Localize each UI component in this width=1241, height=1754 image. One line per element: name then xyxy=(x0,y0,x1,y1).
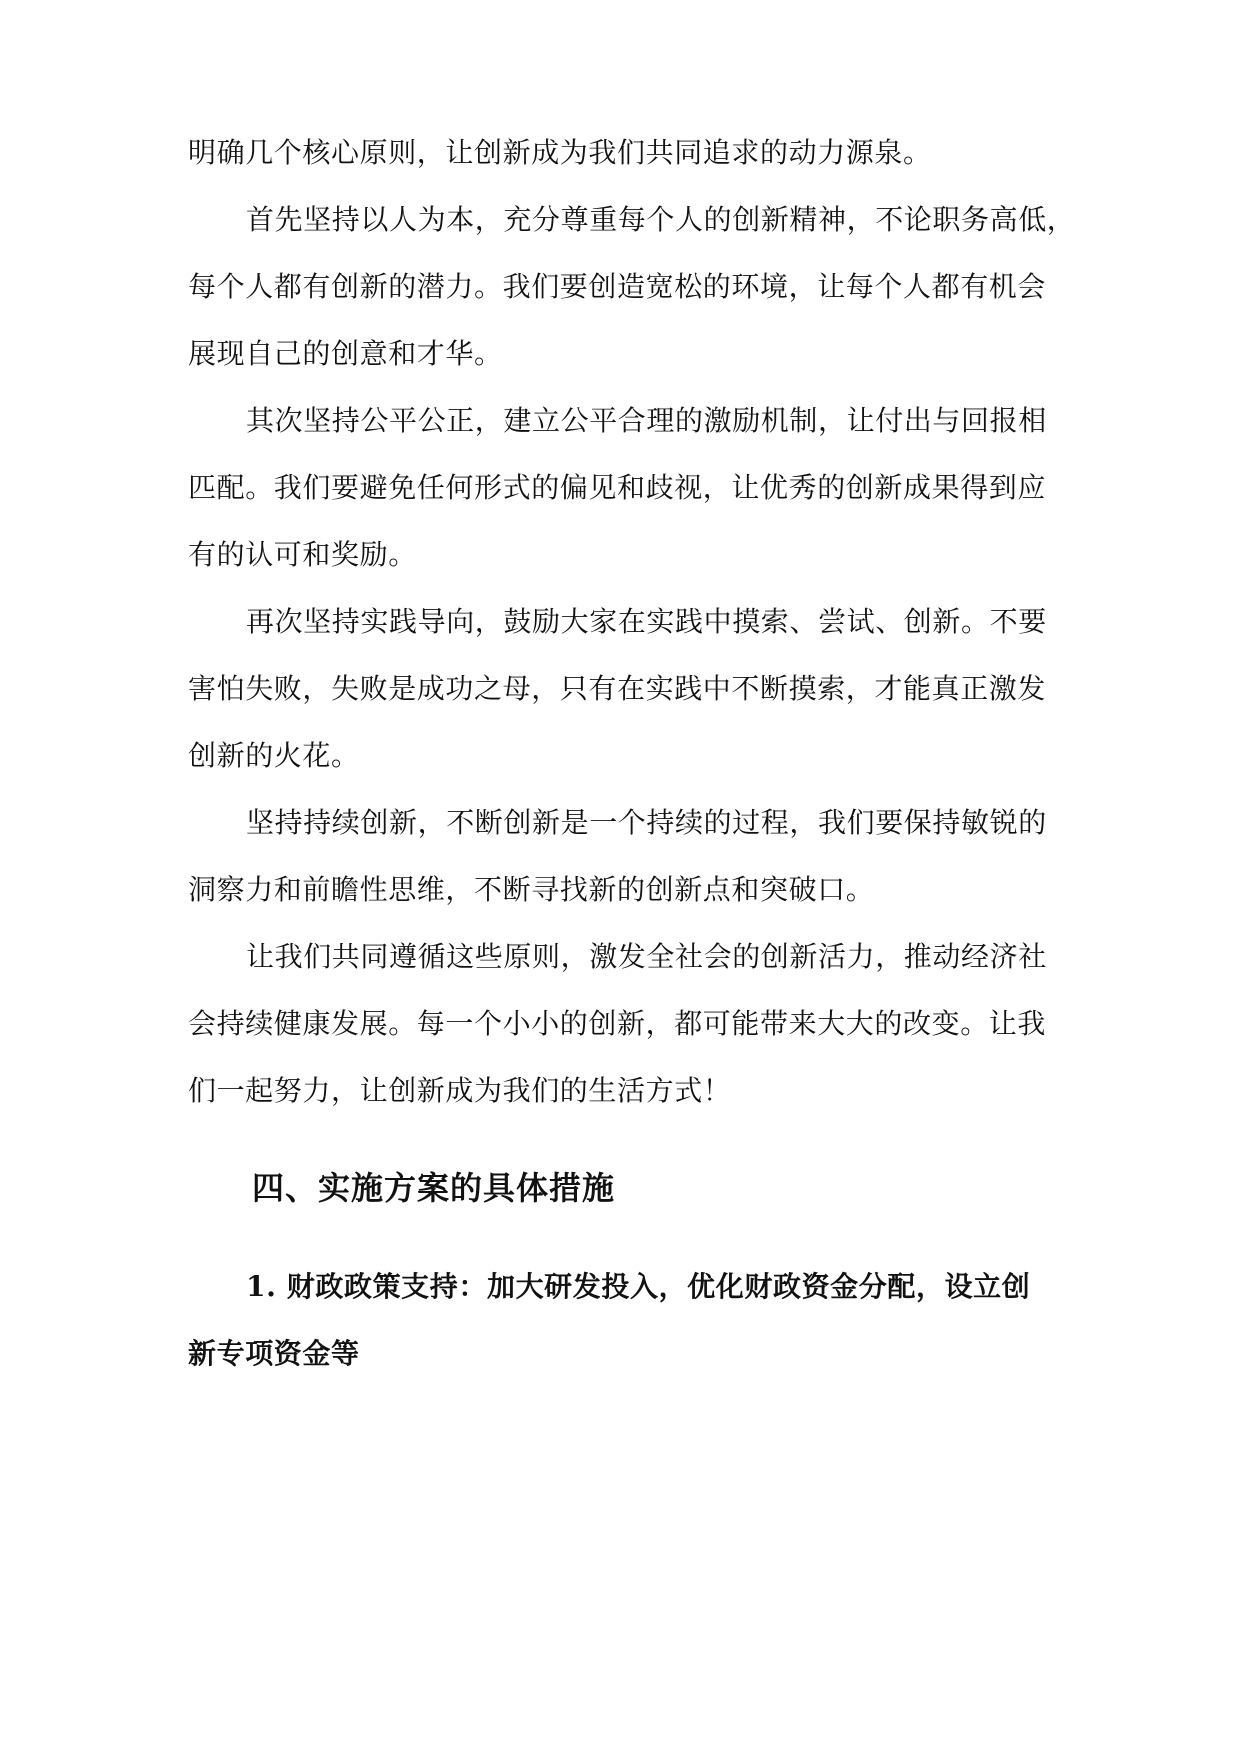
paragraph-2-line-2: 匹配。我们要避免任何形式的偏见和歧视，让优秀的创新成果得到应 xyxy=(188,471,1047,504)
paragraph-3-line-2: 害怕失败，失败是成功之母，只有在实践中不断摸索，才能真正激发 xyxy=(188,672,1047,705)
paragraph-5-line-3: 们一起努力，让创新成为我们的生活方式！ xyxy=(188,1074,732,1107)
paragraph-4-line-2: 洞察力和前瞻性思维，不断寻找新的创新点和突破口。 xyxy=(188,873,875,906)
paragraph-1-line-3: 展现自己的创意和才华。 xyxy=(188,337,503,370)
paragraph-3-line-3: 创新的火花。 xyxy=(188,739,360,772)
paragraph-5-line-2: 会持续健康发展。每一个小小的创新，都可能带来大大的改变。让我 xyxy=(188,1007,1047,1040)
intro-line-1: 明确几个核心原则，让创新成为我们共同追求的动力源泉。 xyxy=(188,136,932,169)
paragraph-1-line-2: 每个人都有创新的潜力。我们要创造宽松的环境，让每个人都有机会 xyxy=(188,270,1047,303)
paragraph-5-line-1: 让我们共同遵循这些原则，激发全社会的创新活力，推动经济社 xyxy=(246,940,1047,973)
paragraph-4-line-1: 坚持持续创新，不断创新是一个持续的过程，我们要保持敏锐的 xyxy=(246,806,1047,839)
paragraph-2-line-3: 有的认可和奖励。 xyxy=(188,538,417,571)
item-1-line-2: 新专项资金等 xyxy=(188,1337,360,1370)
paragraph-2-line-1: 其次坚持公平公正，建立公平合理的激励机制，让付出与回报相 xyxy=(246,404,1047,437)
paragraph-3-line-1: 再次坚持实践导向，鼓励大家在实践中摸索、尝试、创新。不要 xyxy=(246,605,1047,638)
section-heading: 四、实施方案的具体措施 xyxy=(252,1169,616,1207)
paragraph-1-line-1: 首先坚持以人为本，充分尊重每个人的创新精神，不论职务高低， xyxy=(246,203,1076,236)
item-1-line-1: 1. 财政政策支持：加大研发投入，优化财政资金分配，设立创 xyxy=(246,1270,1031,1303)
